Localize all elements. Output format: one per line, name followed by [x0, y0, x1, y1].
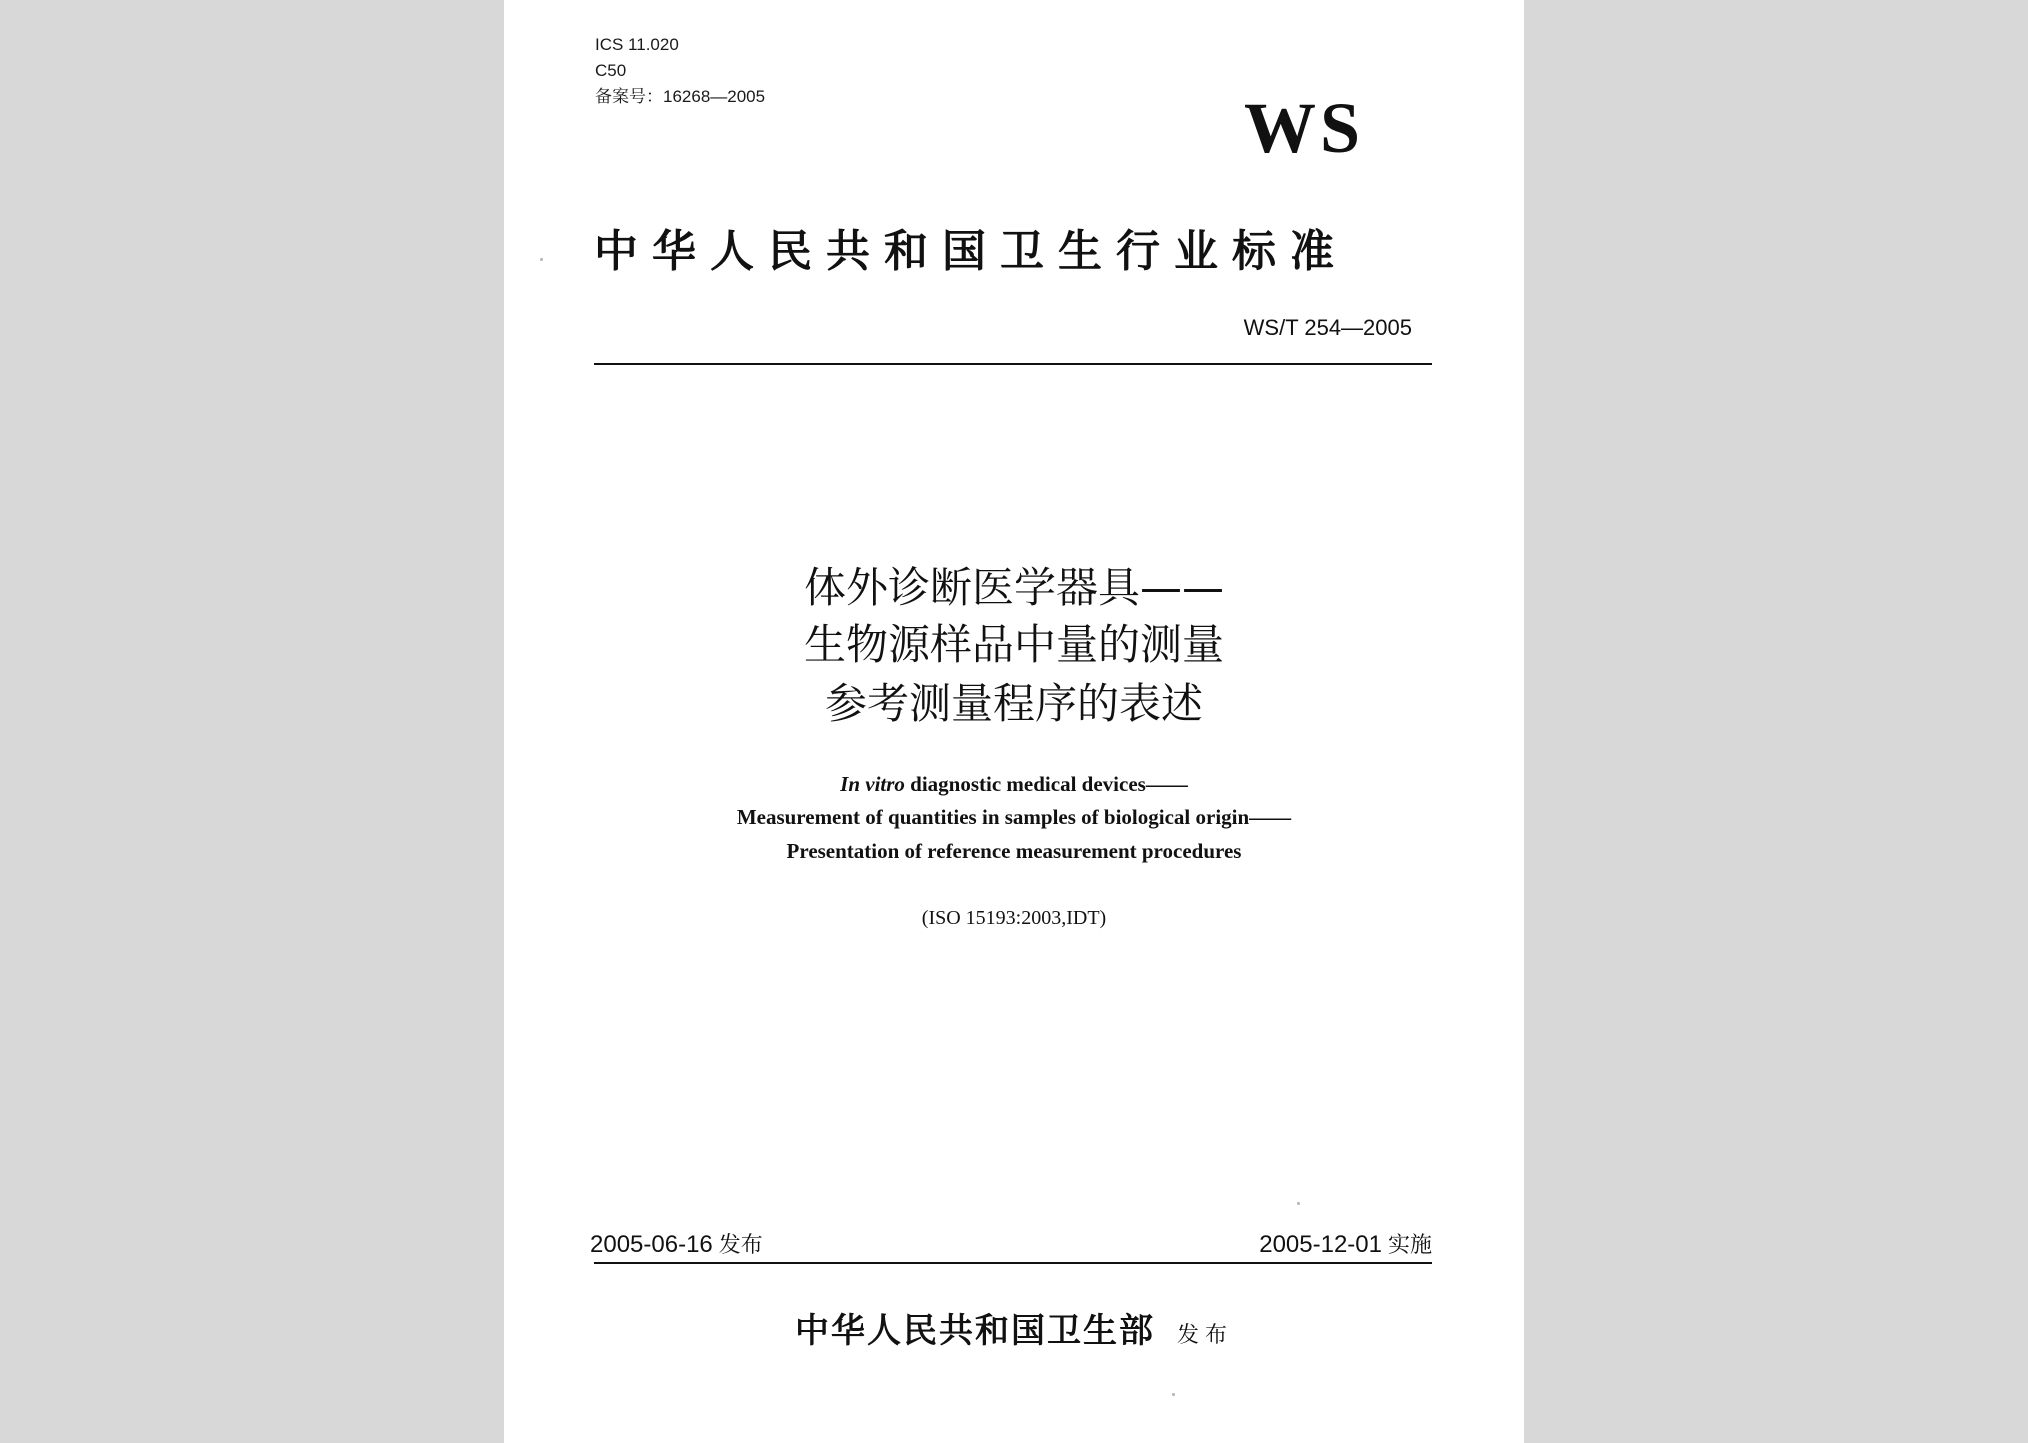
header-divider — [594, 363, 1432, 365]
chinese-title-line-1: 体外诊断医学器具—— — [803, 563, 1224, 612]
english-title-line-1-rest: diagnostic medical devices—— — [904, 772, 1188, 796]
standard-number: WS/T 254—2005 — [1243, 315, 1412, 340]
english-title-line-2: Measurement of quantities in samples of biological origin—— — [736, 805, 1292, 829]
chinese-title-line-3: 参考测量程序的表述 — [824, 679, 1203, 728]
english-title-italic: In vitro — [840, 772, 905, 796]
issue-date-value: 2005-06-16 — [590, 1231, 713, 1258]
iso-reference: (ISO 15193:2003,IDT) — [921, 907, 1107, 929]
scan-speck — [1297, 1202, 1300, 1205]
ws-logo: WS — [1244, 88, 1365, 168]
publisher-label: 发布 — [1176, 1323, 1233, 1348]
standard-title: 中华人民共和国卫生行业标准 — [594, 226, 1348, 277]
document-page — [504, 0, 1524, 1443]
chinese-title-line-2: 生物源样品中量的测量 — [803, 620, 1224, 669]
scan-speck — [1172, 1393, 1175, 1396]
scan-speck — [540, 258, 543, 261]
english-title-line-3: Presentation of reference measurement procedures — [786, 839, 1242, 863]
filing-number: 备案号：16268—2005 — [595, 87, 766, 106]
publisher — [504, 1308, 1524, 1359]
ccs-code: C50 — [595, 61, 627, 80]
ics-code: ICS 11.020 — [595, 35, 679, 54]
publisher-name: 中华人民共和国卫生部 — [794, 1311, 1155, 1351]
implementation-date — [1259, 1230, 1432, 1261]
implementation-date-value: 2005-12-01 — [1259, 1231, 1382, 1258]
implementation-label: 实施 — [1387, 1233, 1432, 1258]
issue-label: 发布 — [718, 1233, 763, 1258]
issue-date — [590, 1230, 763, 1261]
footer-divider — [594, 1262, 1432, 1264]
english-title-line-1 — [504, 770, 1524, 798]
